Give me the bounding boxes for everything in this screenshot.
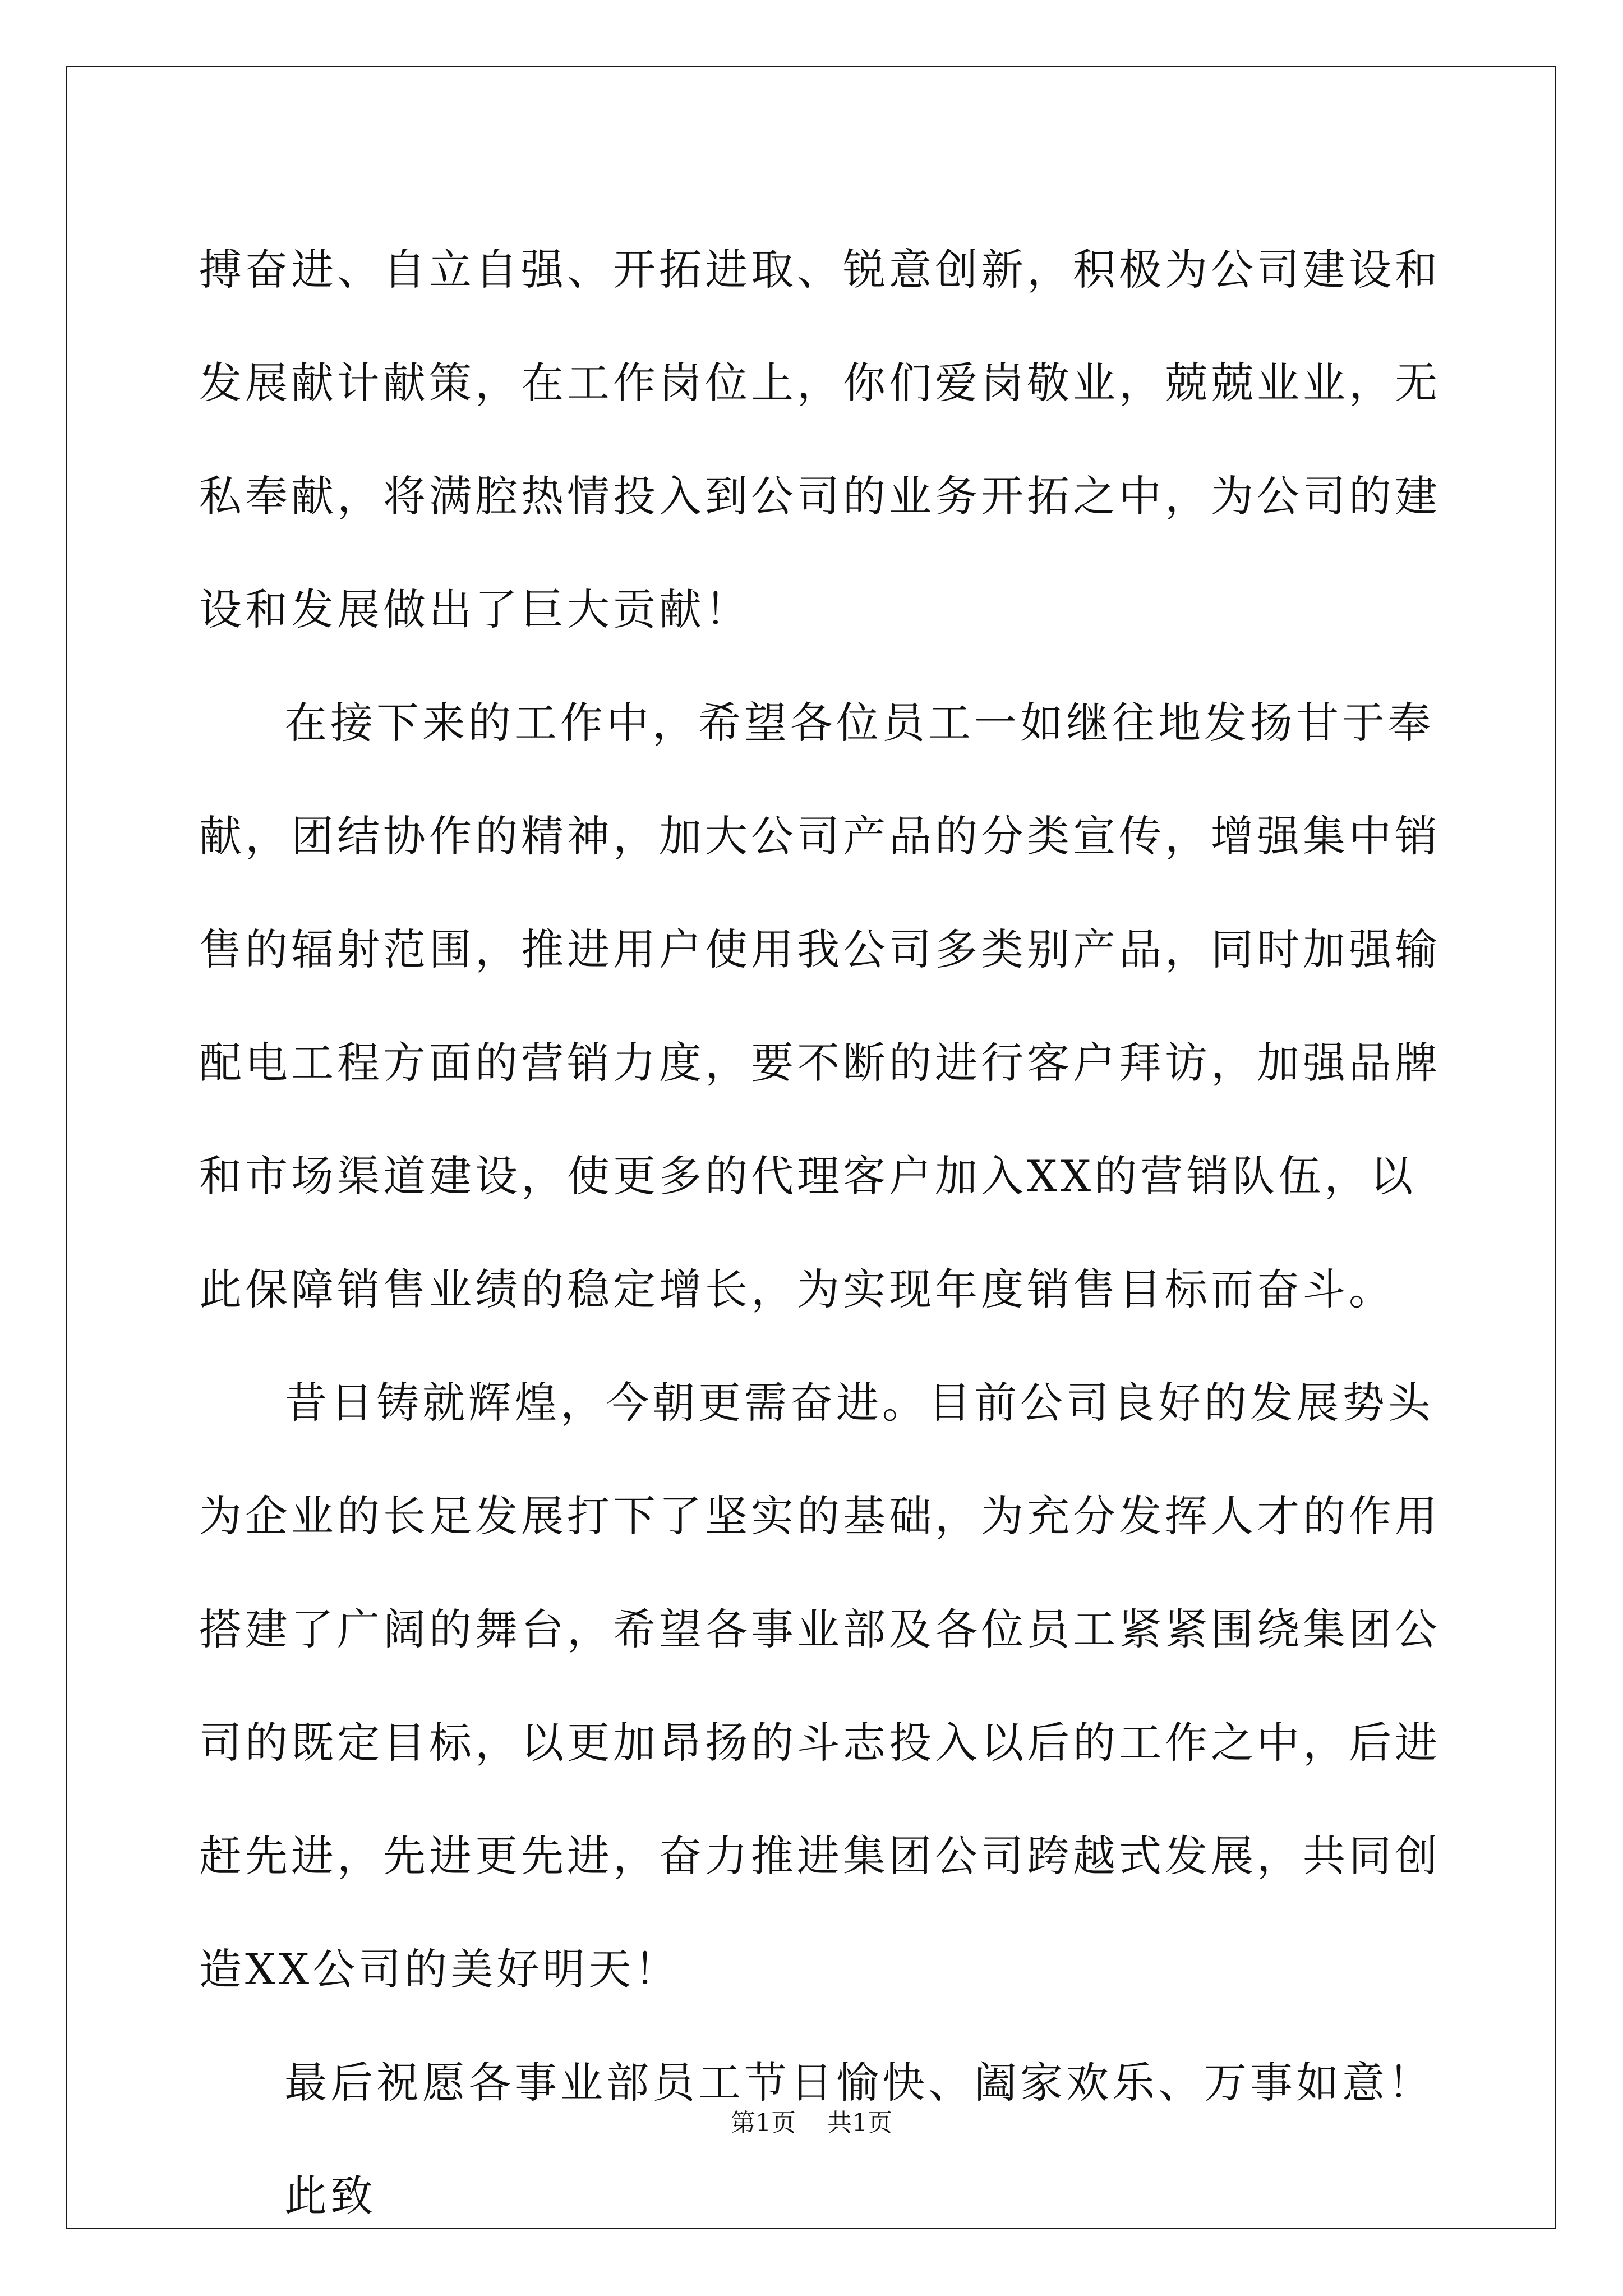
- document-body: [199, 213, 1461, 2253]
- paragraph-4: 最后祝愿各事业部员工节日愉快、阖家欢乐、万事如意！: [284, 2058, 1434, 2108]
- page-footer: [0, 2106, 1623, 2140]
- paragraph-3: 昔日铸就辉煌，今朝更需奋进。目前公司良好的发展势头为企业的长足发展打下了坚实的基础，为充分发挥人才的作用搭建了广阔的舞台，希望各事业部及各位员工紧紧围绕集团公司的既定目标，以更加昂扬的斗志投入以后的工作之中，后进赶先进，先进更先进，奋力推进集团公司跨越式发展，共同创造XX公司的美好明天！: [199, 1378, 1441, 1994]
- page-number: 第1页: [731, 2109, 796, 2137]
- paragraph-1: 搏奋进、自立自强、开拓进取、锐意创新，积极为公司建设和发展献计献策，在工作岗位上，你们爱岗敬业，兢兢业业，无私奉献，将满腔热情投入到公司的业务开拓之中，为公司的建设和发展做出了巨大贡献！: [199, 245, 1441, 634]
- paragraph-2: 在接下来的工作中，希望各位员工一如继往地发扬甘于奉献，团结协作的精神，加大公司产品的分类宣传，增强集中销售的辐射范围，推进用户使用我公司多类别产品，同时加强输配电工程方面的营销力度，要不断的进行客户拜访，加强品牌和市场渠道建设，使更多的代理客户加入XX的营销队伍，以此保障销售业绩的稳定增长，为实现年度销售目标而奋斗。: [199, 698, 1441, 1314]
- paragraph-5: 此致: [284, 2171, 376, 2221]
- page-total: 共1页: [827, 2109, 892, 2137]
